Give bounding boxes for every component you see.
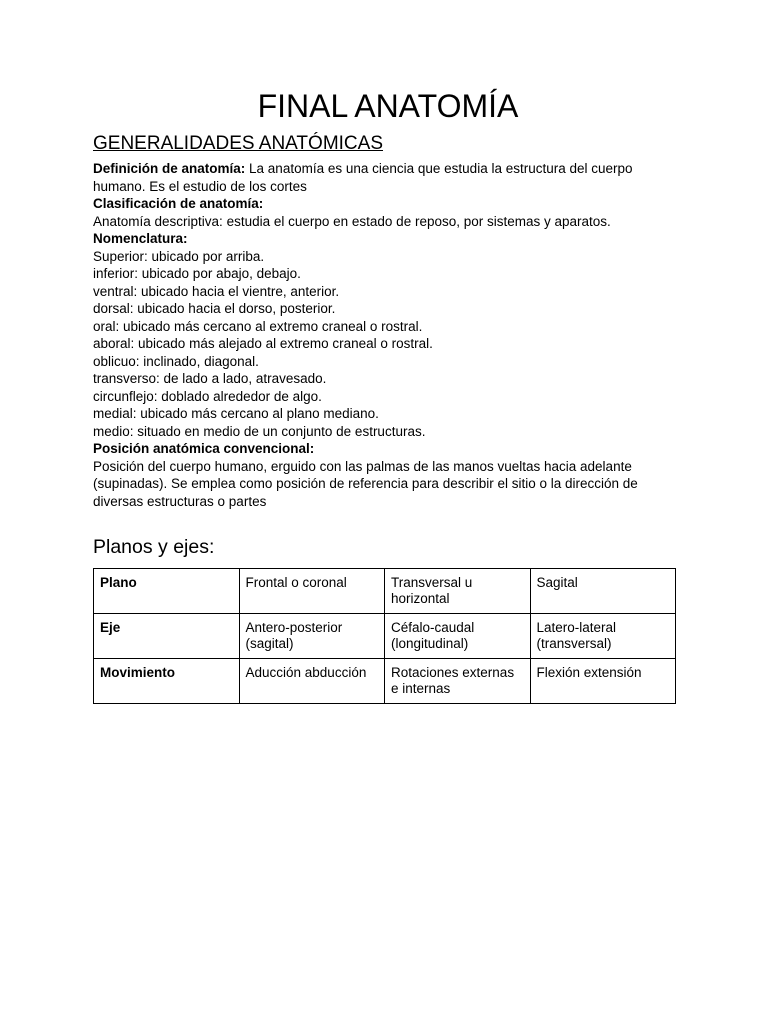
definicion-label: Definición de anatomía: [93, 161, 246, 176]
clasificacion-text: Anatomía descriptiva: estudia el cuerpo en estado de reposo, por sistemas y aparatos. [93, 213, 611, 229]
row-header: Eje [94, 614, 240, 659]
nomenclatura-item: medio: situado en medio de un conjunto de estructuras. [93, 423, 426, 439]
row-header: Plano [94, 569, 240, 614]
clasificacion-label [93, 195, 673, 213]
nomenclatura-item: dorsal: ubicado hacia el dorso, posterior. [93, 301, 336, 316]
nomenclatura-item: oblicuo: inclinado, diagonal. [93, 353, 259, 369]
planos-table [93, 568, 676, 704]
nomenclatura-item: aboral: ubicado más alejado al extremo craneal o rostral. [93, 336, 433, 351]
definicion-paragraph [93, 160, 673, 195]
planos-title: Planos y ejes: [93, 536, 215, 558]
nomenclatura-item: medial: ubicado más cercano al plano mediano. [93, 406, 379, 421]
table-cell: Rotaciones externas e internas [385, 659, 531, 704]
nomenclatura-label [93, 230, 673, 248]
table-cell: Frontal o coronal [239, 569, 385, 614]
document-title: FINAL ANATOMÍA [257, 88, 519, 124]
section-title: GENERALIDADES ANATÓMICAS [93, 133, 383, 154]
clasificacion-label-text: Clasificación de anatomía: [93, 196, 264, 211]
table-row [94, 569, 676, 614]
table-cell: Flexión extensión [530, 659, 676, 704]
table-cell: Céfalo-caudal (longitudinal) [385, 614, 531, 659]
table-row [94, 659, 676, 704]
nomenclatura-item: ventral: ubicado hacia el vientre, anterior. [93, 283, 340, 299]
table-cell: Sagital [530, 569, 676, 614]
nomenclatura-item: inferior: ubicado por abajo, debajo. [93, 266, 301, 281]
table-cell: Antero-posterior (sagital) [239, 614, 385, 659]
table-row [94, 614, 676, 659]
definicion-text: La anatomía es una ciencia que estudia la estructura del cuerpo humano. Es el estudio de los cortes [93, 161, 633, 194]
table-cell: Transversal u horizontal [385, 569, 531, 614]
posicion-label [93, 440, 673, 458]
nomenclatura-item: Superior: ubicado por arriba. [93, 248, 265, 264]
posicion-text: Posición del cuerpo humano, erguido con las palmas de las manos vueltas hacia adelante (supinadas). Se emplea como posición de referencia para describir el sitio o la dirección de diversas estructuras o partes [93, 458, 638, 509]
nomenclatura-label-text: Nomenclatura: [93, 231, 188, 246]
row-header: Movimiento [94, 659, 240, 704]
nomenclatura-item: transverso: de lado a lado, atravesado. [93, 371, 327, 386]
nomenclatura-item: circunflejo: doblado alrededor de algo. [93, 388, 322, 404]
nomenclatura-item: oral: ubicado más cercano al extremo craneal o rostral. [93, 318, 423, 334]
table-cell: Aducción abducción [239, 659, 385, 704]
posicion-label-text: Posición anatómica convencional: [93, 441, 315, 456]
body-text [93, 160, 673, 510]
table-cell: Latero-lateral (transversal) [530, 614, 676, 659]
